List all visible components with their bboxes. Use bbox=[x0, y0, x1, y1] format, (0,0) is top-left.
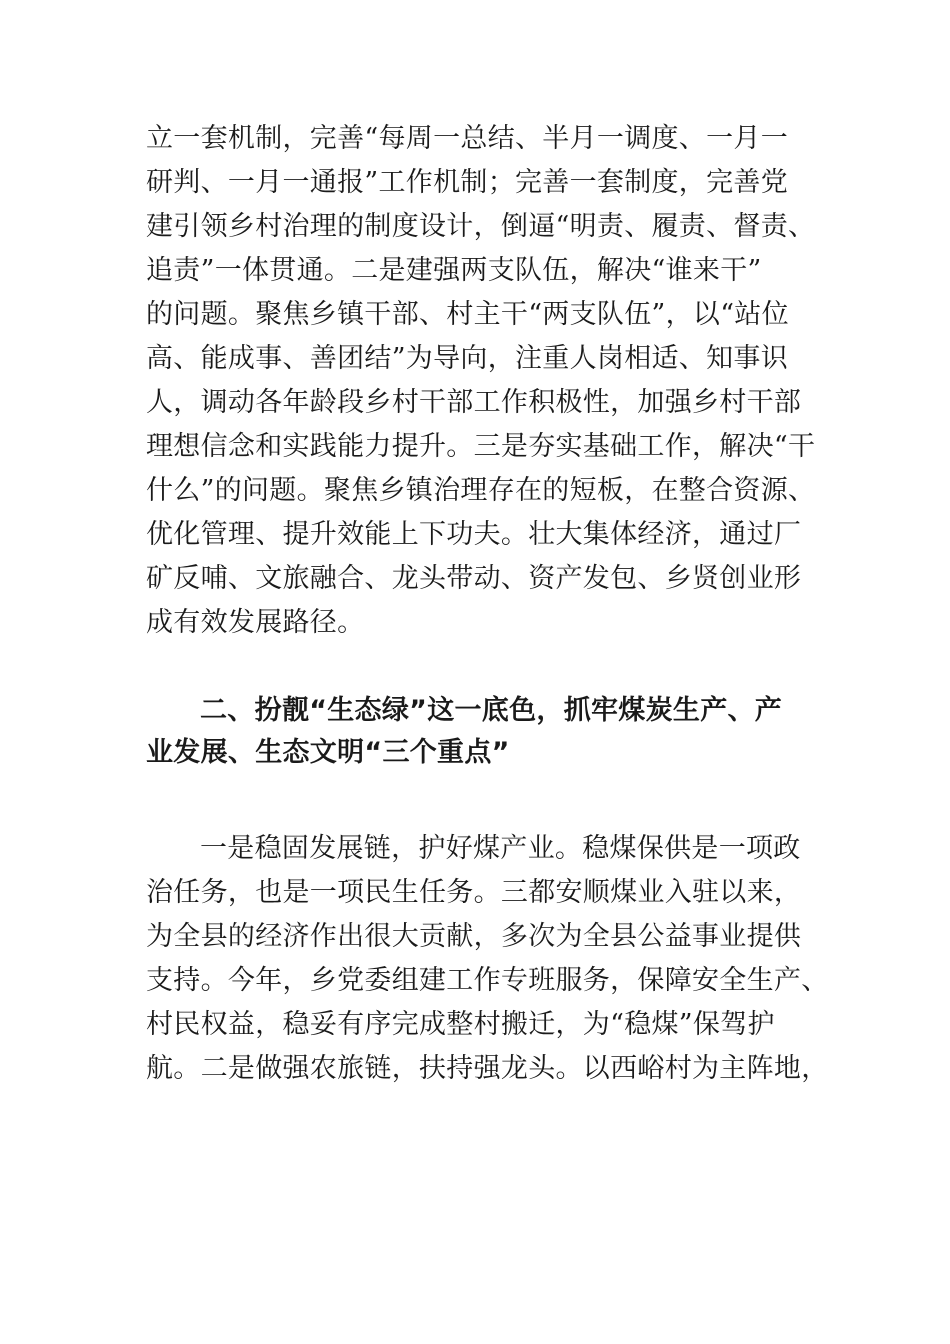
text-line: 治任务，也是一项民生任务。三都安顺煤业入驻以来， bbox=[146, 877, 802, 908]
text-line: 研判、一月一通报”工作机制；完善一套制度，完善党 bbox=[146, 167, 789, 198]
text-line: 人，调动各年龄段乡村干部工作积极性，加强乡村干部 bbox=[146, 387, 802, 418]
body-paragraph-2 bbox=[146, 827, 829, 1091]
text-line: 追责”一体贯通。二是建强两支队伍，解决“谁来干” bbox=[146, 255, 762, 286]
text-line: 的问题。聚焦乡镇干部、村主干“两支队伍”，以“站位 bbox=[146, 299, 789, 330]
text-line: 立一套机制，完善“每周一总结、半月一调度、一月一 bbox=[146, 123, 789, 154]
text-line: 什么”的问题。聚焦乡镇治理存在的短板，在整合资源、 bbox=[146, 475, 816, 506]
section-heading bbox=[146, 690, 806, 774]
text-line: 建引领乡村治理的制度设计，倒逼“明责、履责、督责、 bbox=[146, 211, 816, 242]
heading-line: 二、扮靓“生态绿”这一底色，抓牢煤炭生产、产 bbox=[200, 695, 783, 726]
body-paragraph-1 bbox=[146, 117, 816, 645]
heading-line: 业发展、生态文明“三个重点” bbox=[146, 737, 510, 768]
text-line: 为全县的经济作出很大贡献，多次为全县公益事业提供 bbox=[146, 921, 802, 952]
text-line: 矿反哺、文旅融合、龙头带动、资产发包、乡贤创业形 bbox=[146, 563, 802, 594]
text-line: 航。二是做强农旅链，扶持强龙头。以西峪村为主阵地， bbox=[146, 1053, 829, 1084]
text-line: 一是稳固发展链，护好煤产业。稳煤保供是一项政 bbox=[200, 833, 801, 864]
text-line: 高、能成事、善团结”为导向，注重人岗相适、知事识 bbox=[146, 343, 789, 374]
text-line: 理想信念和实践能力提升。三是夯实基础工作，解决“干 bbox=[146, 431, 816, 462]
text-line: 成有效发展路径。 bbox=[146, 607, 365, 638]
text-line: 支持。今年，乡党委组建工作专班服务，保障安全生产、 bbox=[146, 965, 829, 996]
text-line: 村民权益，稳妥有序完成整村搬迁，为“稳煤”保驾护 bbox=[146, 1009, 775, 1040]
text-line: 优化管理、提升效能上下功夫。壮大集体经济，通过厂 bbox=[146, 519, 802, 550]
